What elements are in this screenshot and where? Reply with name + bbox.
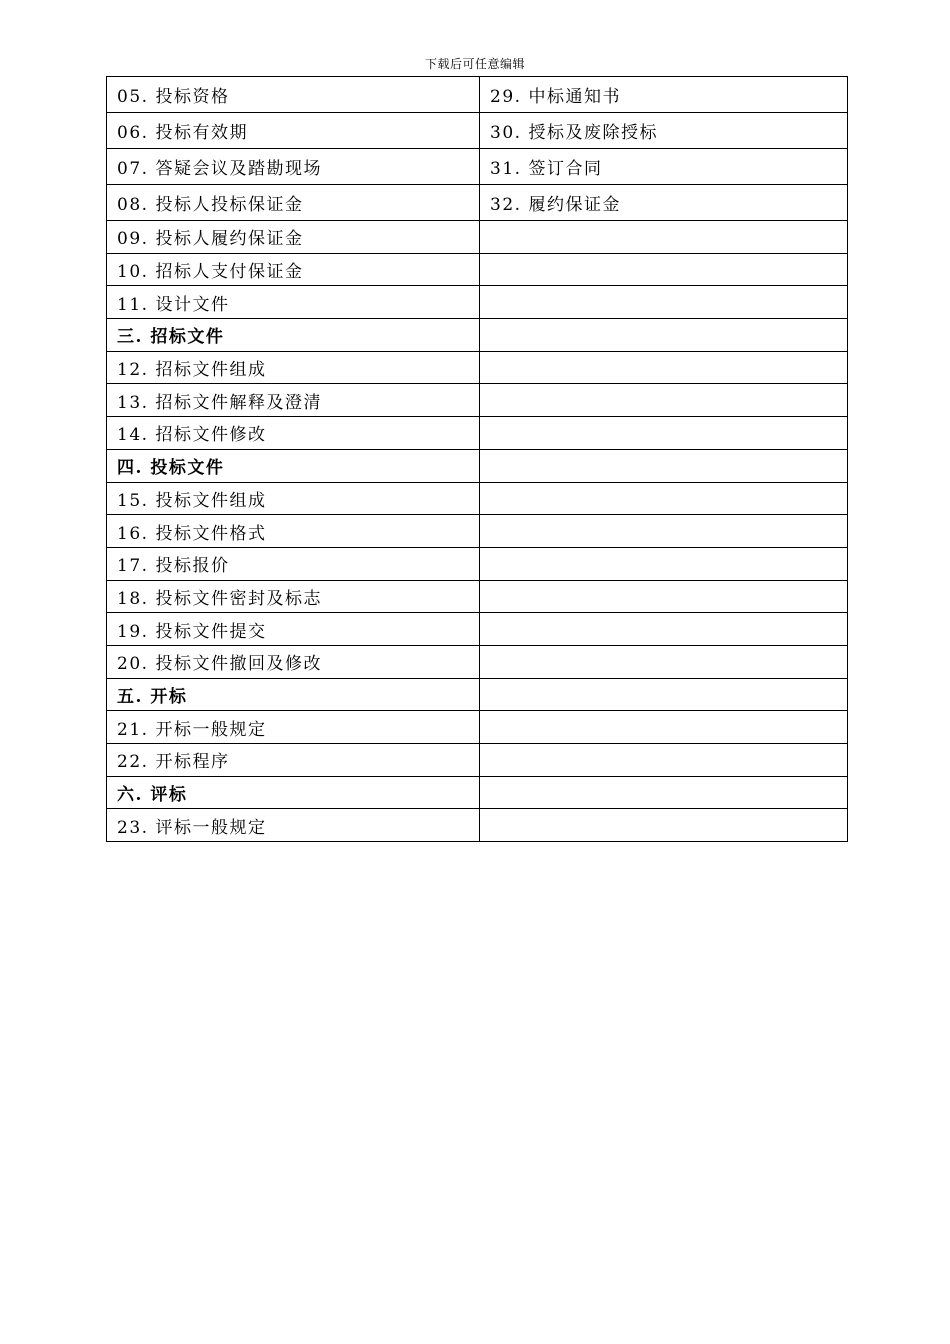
toc-section-row: [107, 678, 848, 711]
toc-entry-left: 19. 投标文件提交: [107, 613, 480, 646]
toc-entry-left: 14. 招标文件修改: [107, 417, 480, 450]
toc-entry-right: [480, 678, 848, 711]
toc-row: [107, 417, 848, 450]
toc-entry-left: 18. 投标文件密封及标志: [107, 580, 480, 613]
toc-entry-left: 22. 开标程序: [107, 744, 480, 777]
toc-row: [107, 384, 848, 417]
toc-section-row: [107, 319, 848, 352]
toc-body: [107, 77, 848, 842]
toc-entry-right: [480, 744, 848, 777]
section-heading: 五. 开标: [107, 678, 480, 711]
toc-entry-left: 13. 招标文件解释及澄清: [107, 384, 480, 417]
toc-section-row: [107, 449, 848, 482]
toc-entry-right: [480, 645, 848, 678]
toc-row: [107, 515, 848, 548]
toc-entry-left: 11. 设计文件: [107, 286, 480, 319]
toc-entry-left: 09. 投标人履约保证金: [107, 221, 480, 254]
page-header: 下载后可任意编辑: [424, 57, 525, 71]
toc-entry-right: [480, 449, 848, 482]
toc-entry-right: 32. 履约保证金: [480, 185, 848, 221]
toc-entry-right: [480, 221, 848, 254]
toc-entry-left: 12. 招标文件组成: [107, 351, 480, 384]
toc-entry-right: [480, 515, 848, 548]
toc-row: [107, 711, 848, 744]
toc-row: [107, 645, 848, 678]
toc-entry-left: 20. 投标文件撤回及修改: [107, 645, 480, 678]
toc-row: [107, 221, 848, 254]
toc-entry-right: [480, 286, 848, 319]
toc-entry-left: 23. 评标一般规定: [107, 809, 480, 842]
toc-entry-left: 21. 开标一般规定: [107, 711, 480, 744]
toc-entry-right: [480, 253, 848, 286]
toc-entry-right: [480, 319, 848, 352]
toc-row: [107, 547, 848, 580]
toc-entry-left: 06. 投标有效期: [107, 113, 480, 149]
toc-row: [107, 482, 848, 515]
toc-entry-right: [480, 613, 848, 646]
toc-row: [107, 809, 848, 842]
toc-section-row: [107, 776, 848, 809]
toc-entry-right: [480, 776, 848, 809]
toc-row: [107, 253, 848, 286]
toc-row: [107, 286, 848, 319]
toc-row: [107, 580, 848, 613]
toc-entry-right: [480, 384, 848, 417]
section-heading: 三. 招标文件: [107, 319, 480, 352]
toc-entry-left: 07. 答疑会议及踏勘现场: [107, 149, 480, 185]
toc-entry-left: 05. 投标资格: [107, 77, 480, 113]
toc-entry-right: [480, 351, 848, 384]
toc-row: [107, 149, 848, 185]
section-heading: 四. 投标文件: [107, 449, 480, 482]
toc-row: [107, 77, 848, 113]
toc-entry-left: 15. 投标文件组成: [107, 482, 480, 515]
toc-row: [107, 613, 848, 646]
toc-entry-left: 10. 招标人支付保证金: [107, 253, 480, 286]
toc-entry-left: 16. 投标文件格式: [107, 515, 480, 548]
toc-table: [106, 76, 848, 842]
toc-entry-left: 08. 投标人投标保证金: [107, 185, 480, 221]
toc-row: [107, 185, 848, 221]
section-heading: 六. 评标: [107, 776, 480, 809]
toc-entry-right: [480, 482, 848, 515]
toc-entry-left: 17. 投标报价: [107, 547, 480, 580]
toc-entry-right: 31. 签订合同: [480, 149, 848, 185]
toc-row: [107, 113, 848, 149]
toc-row: [107, 351, 848, 384]
toc-entry-right: [480, 547, 848, 580]
toc-entry-right: [480, 711, 848, 744]
toc-entry-right: 29. 中标通知书: [480, 77, 848, 113]
toc-row: [107, 744, 848, 777]
toc-entry-right: [480, 417, 848, 450]
toc-entry-right: [480, 580, 848, 613]
toc-entry-right: [480, 809, 848, 842]
toc-entry-right: 30. 授标及废除授标: [480, 113, 848, 149]
